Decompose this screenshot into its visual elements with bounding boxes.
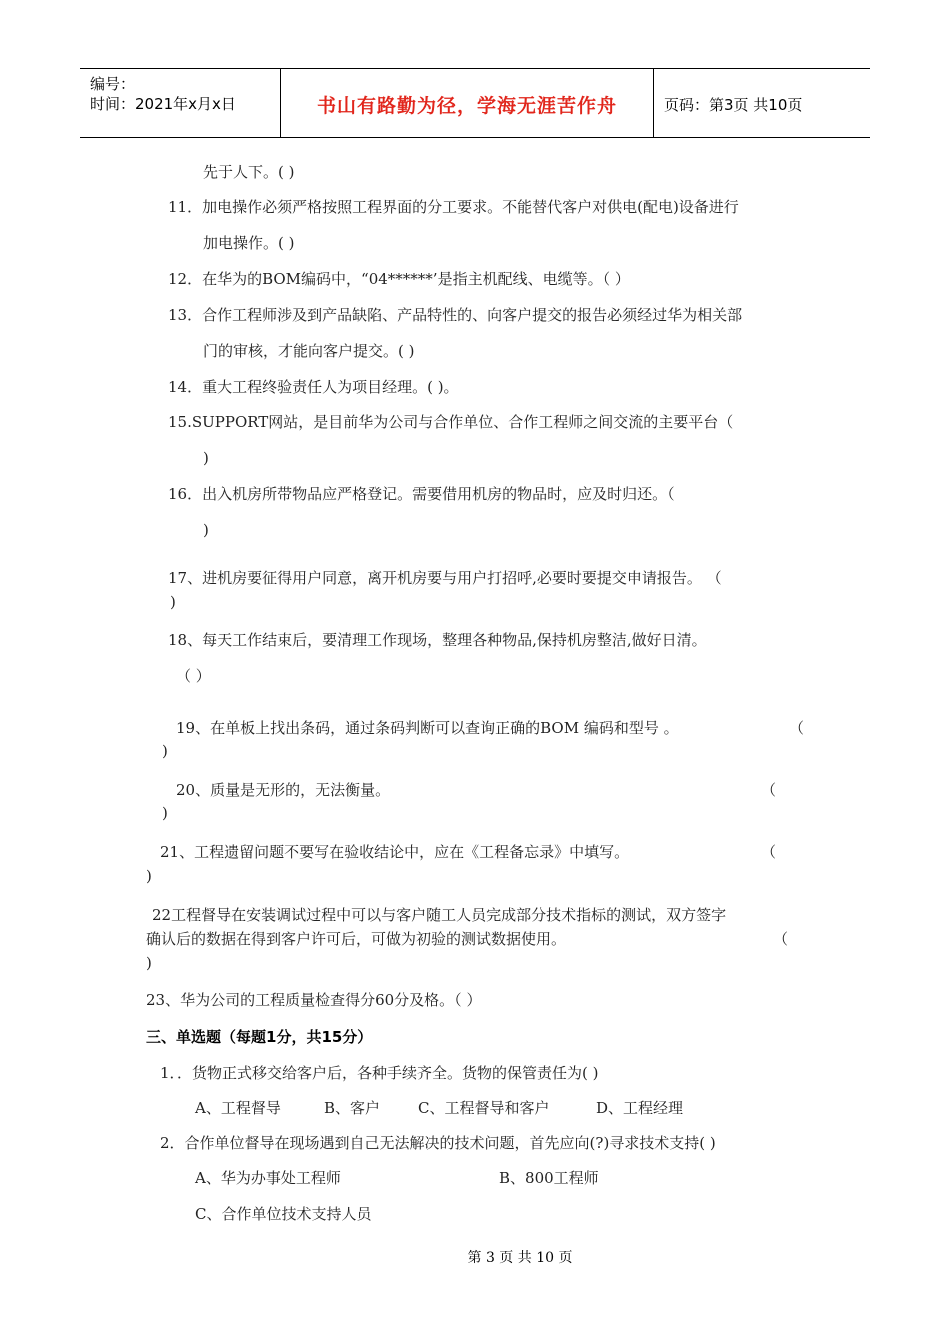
question-17: 17、进机房要征得用户同意，离开机房要与用户打招呼,必要时要提交申请报告。 （ <box>168 569 722 587</box>
question-23: 23、华为公司的工程质量检查得分60分及格。（ ） <box>146 991 482 1009</box>
document-number-label: 编号： <box>90 75 136 93</box>
question-22-bracket-open: （ <box>773 930 789 948</box>
footer-page-number: 第 3 页 共 10 页 <box>467 1250 573 1266</box>
section-3-heading: 三、单选题（每题1分，共15分） <box>146 1028 373 1046</box>
question-16: 16．出入机房所带物品应严格登记。需要借用机房的物品时，应及时归还。（ <box>168 485 675 503</box>
question-18: 18、每天工作结束后，要清理工作现场，整理各种物品,保持机房整洁,做好日清。 <box>168 631 707 649</box>
question-18-bracket: （ ） <box>176 667 211 685</box>
question-13: 13．合作工程师涉及到产品缺陷、产品特性的、向客户提交的报告必须经过华为相关部 <box>168 306 743 324</box>
q1-option-c: C、工程督导和客户 <box>418 1099 550 1117</box>
question-21: 21、工程遗留问题不要写在验收结论中，应在《工程备忘录》中填写。 <box>160 843 630 861</box>
q2-option-c: C、合作单位技术支持人员 <box>195 1205 372 1223</box>
document-date: 时间：2021年x月x日 <box>90 95 236 113</box>
question-11: 11．加电操作必须严格按照工程界面的分工要求。不能替代客户对供电(配电)设备进行 <box>168 198 739 216</box>
q1-option-b: B、客户 <box>324 1099 381 1117</box>
header-page-cell <box>654 69 870 137</box>
question-20-bracket-open: （ <box>761 781 777 799</box>
page-footer <box>0 1247 950 1267</box>
question-20: 20、质量是无形的，无法衡量。 <box>176 781 391 799</box>
question-13-continuation: 门的审核，才能向客户提交。( ) <box>203 342 415 360</box>
question-11-continuation: 加电操作。( ) <box>203 234 295 252</box>
question-15-bracket: ) <box>203 449 209 467</box>
q2-option-b: B、800工程师 <box>499 1169 599 1187</box>
question-15: 15.SUPPORT网站，是目前华为公司与合作单位、合作工程师之间交流的主要平台（ <box>168 413 734 431</box>
question-20-bracket-close: ) <box>162 804 168 822</box>
question-16-bracket: ) <box>203 521 209 539</box>
q1-option-a: A、工程督导 <box>195 1099 281 1117</box>
question-22: 22工程督导在安装调试过程中可以与客户随工人员完成部分技术指标的测试，双方签字 <box>152 906 727 924</box>
single-choice-q2: 2．合作单位督导在现场遇到自己无法解决的技术问题，首先应向(?)寻求技术支持( ) <box>160 1134 716 1152</box>
header-motto: 书山有路勤为径，学海无涯苦作舟 <box>316 95 617 117</box>
header-page-info: 页码：第3页 共10页 <box>664 96 803 114</box>
question-19: 19、在单板上找出条码，通过条码判断可以查询正确的BOM 编码和型号 。 <box>176 719 679 737</box>
question-17-bracket: ) <box>170 593 176 611</box>
question-21-bracket-open: （ <box>761 843 777 861</box>
header-motto-cell <box>281 69 654 137</box>
document-header <box>80 68 870 138</box>
single-choice-q1: 1．．货物正式移交给客户后，各种手续齐全。货物的保管责任为( ) <box>160 1064 599 1082</box>
q1-option-d: D、工程经理 <box>596 1099 684 1117</box>
question-14: 14．重大工程终验责任人为项目经理。( )。 <box>168 378 459 396</box>
question-19-bracket-close: ) <box>162 742 168 760</box>
question-10-continuation: 先于人下。( ) <box>203 163 295 181</box>
question-21-bracket-close: ) <box>146 867 152 885</box>
q2-option-a: A、华为办事处工程师 <box>195 1169 341 1187</box>
question-19-bracket-open: （ <box>789 719 805 737</box>
header-meta-cell <box>80 69 281 137</box>
question-22-bracket-close: ) <box>146 954 152 972</box>
question-12: 12．在华为的BOM编码中，“04******’是指主机配线、电缆等。（ ） <box>168 270 630 288</box>
question-22-continuation: 确认后的数据在得到客户许可后，可做为初验的测试数据使用。 <box>146 930 567 948</box>
